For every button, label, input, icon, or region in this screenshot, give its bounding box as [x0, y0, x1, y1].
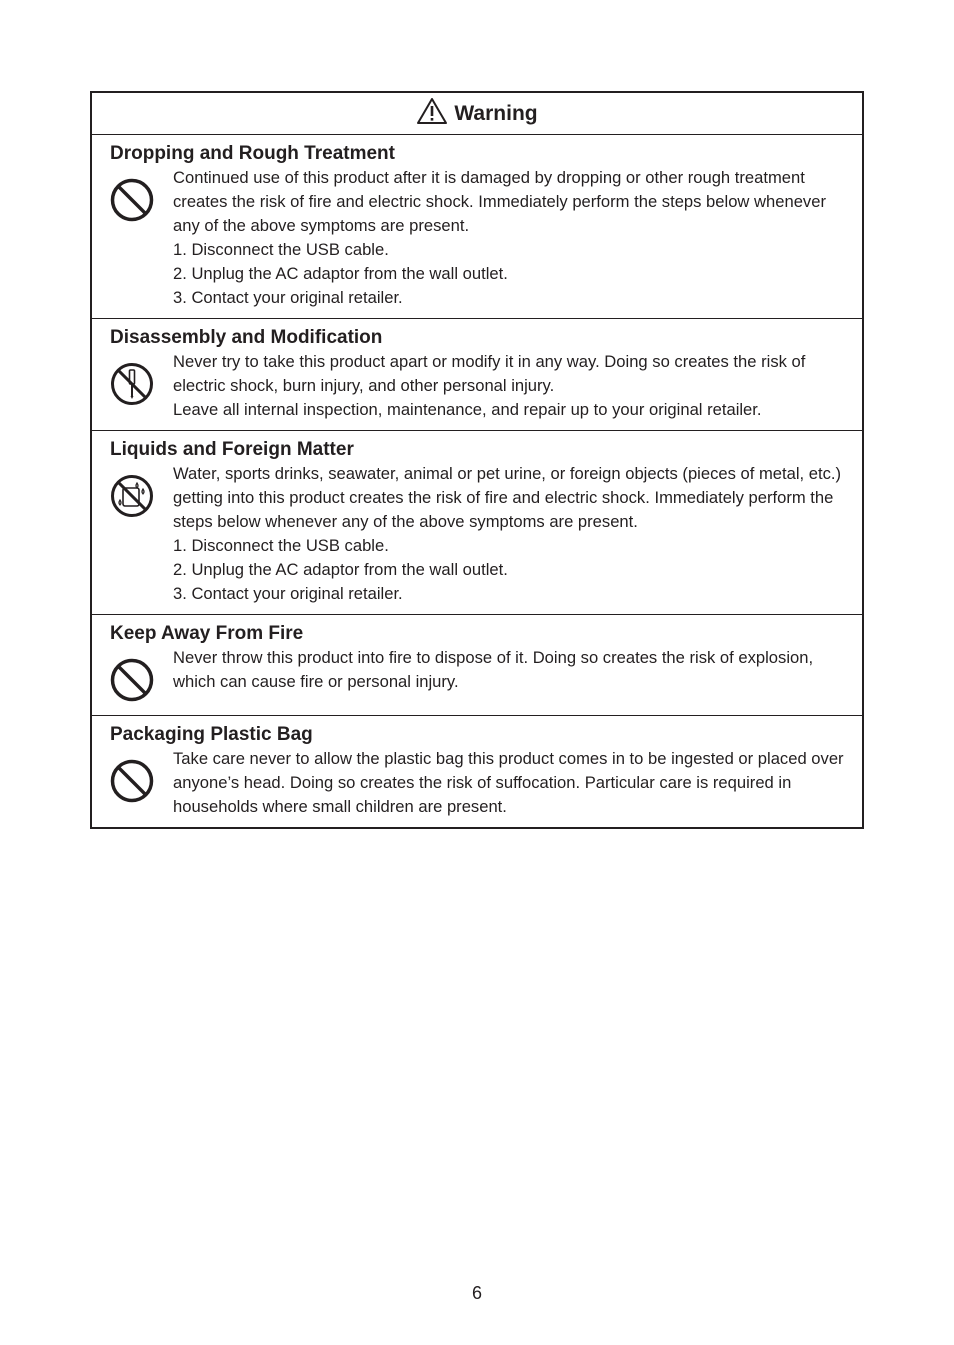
warning-title: Warning [454, 101, 538, 125]
section-paragraph: Take care never to allow the plastic bag this product comes in to be ingested or placed over anyone’s head. Doing so creates the risk of suffocation. Particular care is required in households where small children are present. [173, 749, 844, 816]
section-heading: Dropping and Rough Treatment [110, 143, 395, 164]
prohibition-icon [110, 759, 154, 803]
section-liquids [92, 431, 862, 615]
section-fire [92, 615, 862, 716]
section-heading: Packaging Plastic Bag [110, 724, 313, 745]
section-paragraph: Continued use of this product after it is damaged by dropping or other rough treatment creates the risk of fire and electric shock. Immediately perform the steps below whenever any of the above symptoms are present. [173, 168, 826, 235]
warning-triangle-icon [416, 97, 448, 130]
step-item: 1. Disconnect the USB cable. [173, 536, 389, 555]
section-paragraph: Water, sports drinks, seawater, animal or pet urine, or foreign objects (pieces of metal, etc.) getting into this product creates the risk of fire and electric shock. Immediately perform the steps below whenever any of the above symptoms are present. [173, 464, 842, 531]
section-heading: Disassembly and Modification [110, 327, 383, 348]
step-item: 2. Unplug the AC adaptor from the wall outlet. [173, 264, 508, 283]
section-plastic-bag [92, 716, 862, 827]
section-heading: Keep Away From Fire [110, 623, 304, 644]
section-heading: Liquids and Foreign Matter [110, 439, 354, 460]
no-disassembly-icon [110, 362, 154, 406]
page-number: 6 [471, 1283, 482, 1303]
section-paragraph: Never try to take this product apart or modify it in any way. Doing so creates the risk of electric shock, burn injury, and other personal injury. [173, 352, 806, 395]
section-paragraph: Never throw this product into fire to dispose of it. Doing so creates the risk of explosion, which can cause fire or personal injury. [173, 648, 814, 691]
prohibition-icon [110, 178, 154, 222]
warning-box [90, 91, 864, 829]
section-dropping [92, 135, 862, 319]
no-liquids-icon [110, 474, 154, 518]
step-item: 2. Unplug the AC adaptor from the wall outlet. [173, 560, 508, 579]
step-item: 3. Contact your original retailer. [173, 584, 403, 603]
section-paragraph: Leave all internal inspection, maintenance, and repair up to your original retailer. [173, 400, 762, 419]
step-item: 3. Contact your original retailer. [173, 288, 403, 307]
prohibition-icon [110, 658, 154, 702]
step-item: 1. Disconnect the USB cable. [173, 240, 389, 259]
warning-header [92, 93, 862, 135]
section-disassembly [92, 319, 862, 431]
